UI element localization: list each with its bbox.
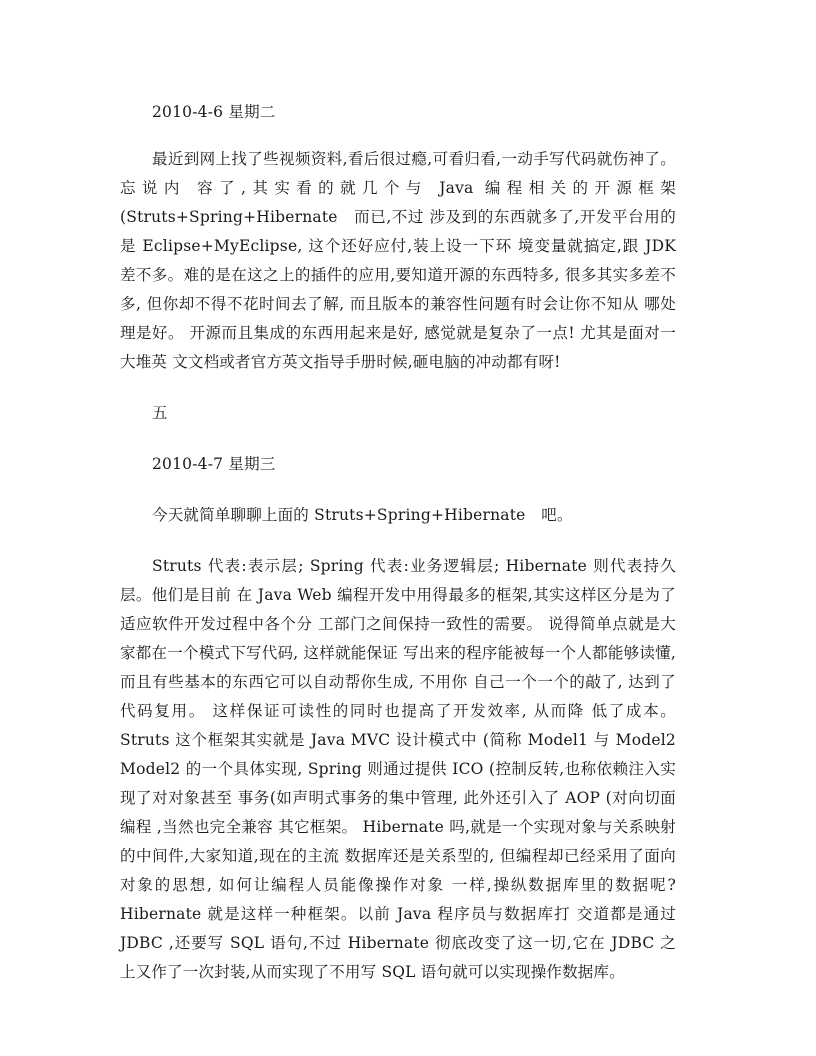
section-heading: 五 <box>152 404 168 422</box>
paragraph-frameworks: Struts 代表:表示层; Spring 代表:业务逻辑层; Hibernate 则代表持久层。他们是目前 在 Java Web 编程开发中用得最多的框架,其实这样区分是为了适应软件开发过程中各个分 工部门之间保持一致性的需要。 说得简单点就是大家都在一个模式下写代码, 这样就能保证 写出来的程序能被每一个人都能够读懂, 而且有些基本的东西它可以自动帮你生成, 不用你 自己一个一个的敲了, 达到了代码复用。 这样保证可读性的同时也提高了开发效率, 从而降 低了成本。 Struts 这个框架其实就是 Java MVC 设计模式中 (简称 Model1 与 Model2 Model2 的一个具体实现, Spring 则通过提供 ICO (控制反转,也称依赖注入实现了对对象甚至 事务(如声明式事务的集中管理, 此外还引入了 AOP (对向切面编程 ,当然也完全兼容 其它框架。 Hibernate 吗,就是一个实现对象与关系映射的中间件,大家知道,现在的主流 数据库还是关系型的, 但编程却已经采用了面向对象的思想, 如何让编程人员能像操作对象 一样,操纵数据库里的数据呢? Hibernate 就是这样一种框架。以前 Java 程序员与数据库打 交道都是通过 JDBC ,还要写 SQL 语句,不过 Hibernate 彻底改变了这一切,它在 JDBC 之 上又作了一次封装,从而实现了不用写 SQL 语句就可以实现操作数据库。 <box>120 557 676 981</box>
paragraph-video-learning: 最近到网上找了些视频资料,看后很过瘾,可看归看,一动手写代码就伤神了。忘说内 容了,其实看的就几个与 Java 编程相关的开源框架(Struts+Spring+Hibernate 而已,不过 涉及到的东西就多了,开发平台用的是 Eclipse+MyEclipse, 这个还好应付,装上设一下环 境变量就搞定,跟 JDK 差不多。难的是在这之上的插件的应用,要知道开源的东西特多, 很多其实多差不多, 但你却不得不花时间去了解, 而且版本的兼容性问题有时会让你不知从 哪处理是好。 开源而且集成的东西用起来是好, 感觉就是复杂了一点! 尤其是面对一大堆英 文文档或者官方英文指导手册时候,砸电脑的冲动都有呀! <box>120 150 676 371</box>
paragraph-intro: 今天就简单聊聊上面的 Struts+Spring+Hibernate 吧。 <box>152 506 573 524</box>
date-heading-1: 2010-4-6 星期二 <box>152 103 276 121</box>
date-heading-2: 2010-4-7 星期三 <box>152 455 276 473</box>
